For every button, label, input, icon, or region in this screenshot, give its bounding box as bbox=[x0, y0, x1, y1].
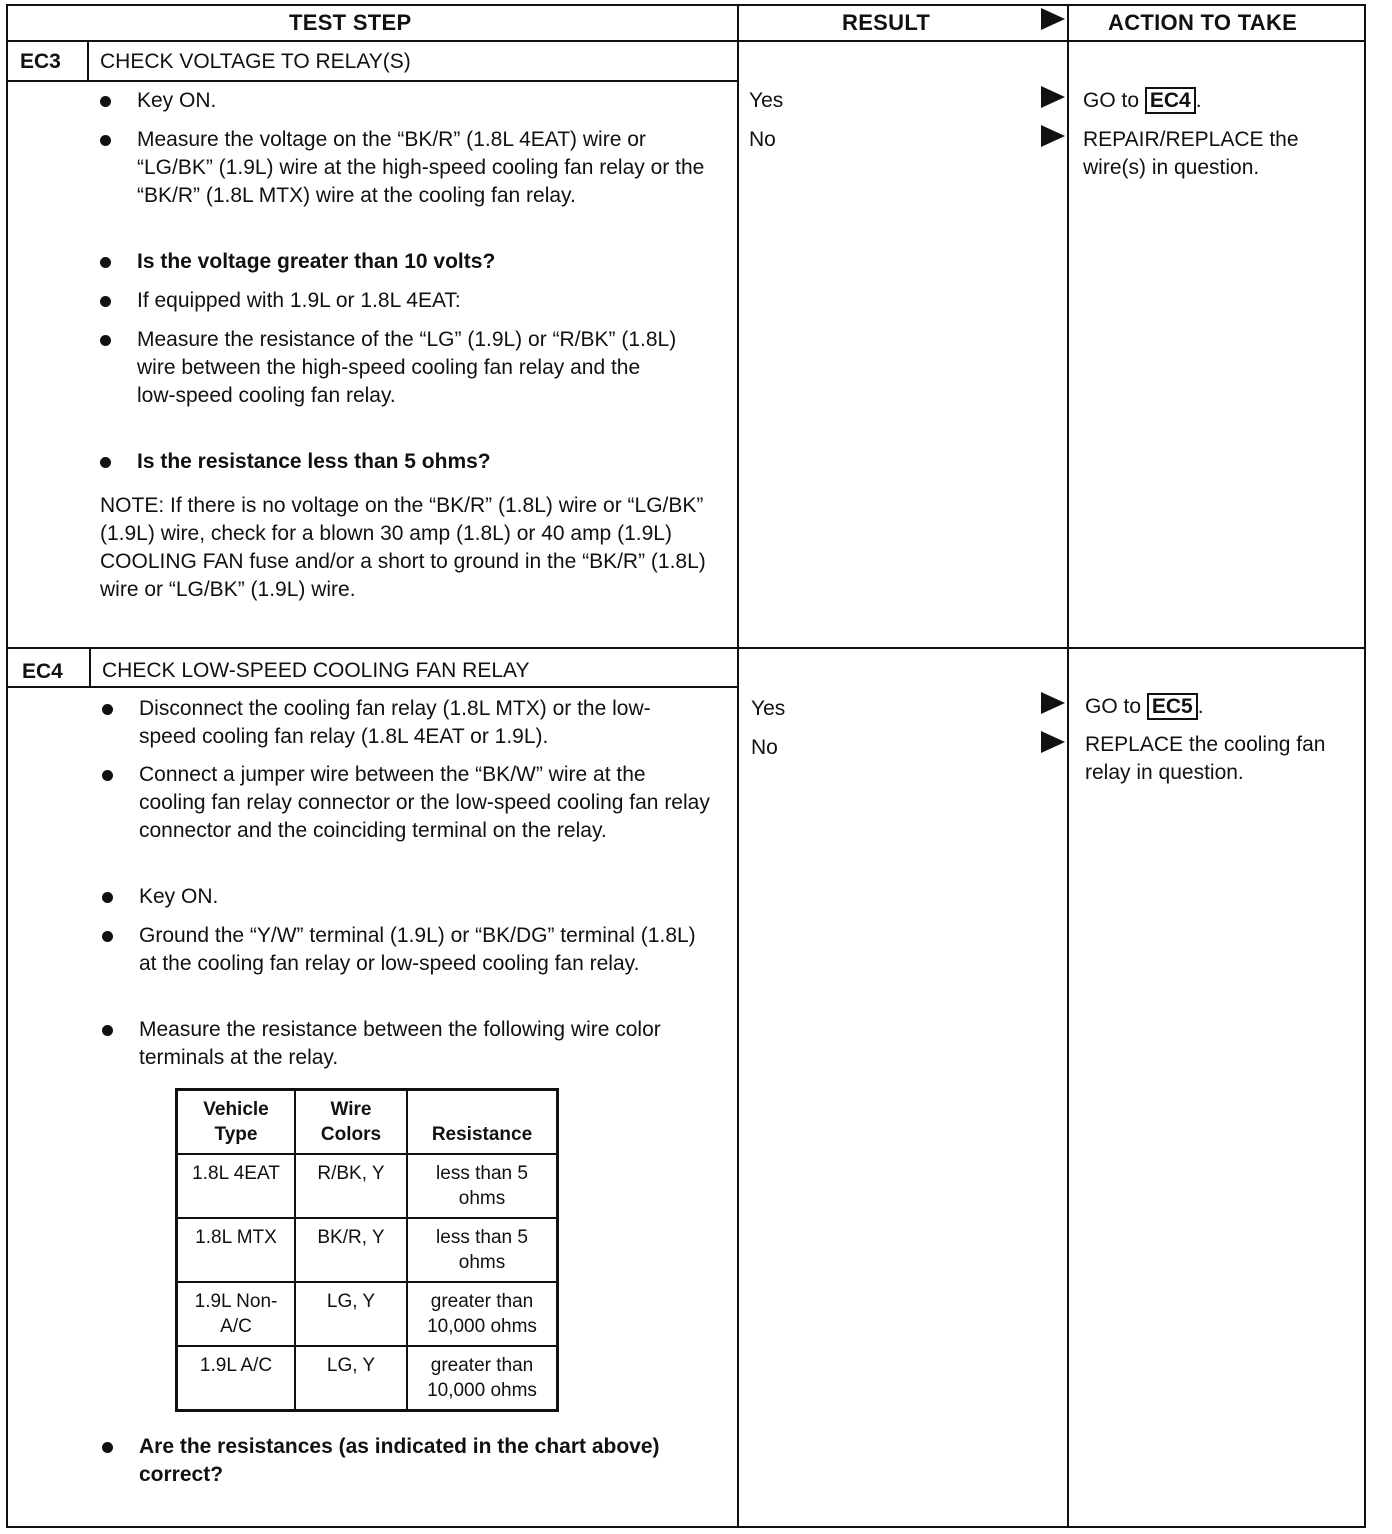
table-header-row bbox=[177, 1090, 558, 1155]
bullet-icon bbox=[100, 335, 111, 346]
resistance-table bbox=[175, 1088, 559, 1412]
ec4-title: CHECK LOW-SPEED COOLING FAN RELAY bbox=[102, 659, 530, 682]
table-cell: 1.9L A/C bbox=[177, 1346, 296, 1411]
ec3-step-6: Is the resistance less than 5 ohms? bbox=[137, 450, 491, 473]
table-cell: BK/R, Y bbox=[295, 1218, 407, 1282]
section-divider bbox=[6, 647, 1366, 649]
table-cell: LG, Y bbox=[295, 1282, 407, 1346]
ec3-action-yes bbox=[1083, 87, 1202, 115]
ec3-step-1: Key ON. bbox=[137, 89, 217, 112]
ec3-step-5: Measure the resistance of the “LG” (1.9L) or “R/BK” (1.8L) wire between the high-speed cooling fan relay and the low-speed cooling fan relay. bbox=[137, 328, 677, 407]
ec4-result-yes: Yes bbox=[751, 697, 786, 720]
bullet-icon bbox=[100, 135, 111, 146]
bullet-icon bbox=[102, 931, 113, 942]
table-cell: 1.9L Non-A/C bbox=[177, 1282, 296, 1346]
table-header-cell: Resistance bbox=[407, 1090, 558, 1155]
ec4-code-divider bbox=[89, 647, 91, 688]
table-row bbox=[177, 1154, 558, 1218]
header-arrow-icon bbox=[1041, 8, 1065, 30]
ec3-step-4: If equipped with 1.9L or 1.8L 4EAT: bbox=[137, 289, 461, 312]
ec4-step-3: Key ON. bbox=[139, 885, 219, 908]
table-cell: R/BK, Y bbox=[295, 1154, 407, 1218]
ec4-action-yes-prefix: GO to bbox=[1085, 695, 1142, 718]
bullet-icon bbox=[100, 296, 111, 307]
ec3-note: NOTE: If there is no voltage on the “BK/R” (1.8L) wire or “LG/BK” (1.9L) wire, check for a blown 30 amp (1.8L) or 40 amp (1.9L) COOLING FAN fuse and/or a short to ground in the “BK/R” (1.8L) wire or “LG/BK” (1.9L) wire. bbox=[100, 494, 706, 601]
ec4-step-2: Connect a jumper wire between the “BK/W” wire at the cooling fan relay connector or the low-speed cooling fan relay connector and the coinciding terminal on the relay. bbox=[139, 763, 710, 842]
ec3-action-yes-suffix: . bbox=[1195, 89, 1202, 112]
bullet-icon bbox=[100, 96, 111, 107]
header-action: ACTION TO TAKE bbox=[1108, 10, 1298, 35]
ec3-no-arrow-icon bbox=[1041, 125, 1065, 147]
bullet-icon bbox=[102, 704, 113, 715]
table-cell: greater than 10,000 ohms bbox=[407, 1282, 558, 1346]
table-cell: LG, Y bbox=[295, 1346, 407, 1411]
bullet-icon bbox=[102, 770, 113, 781]
ec4-action-no: REPLACE the cooling fan relay in question. bbox=[1085, 733, 1326, 784]
table-row bbox=[177, 1346, 558, 1411]
table-row bbox=[177, 1218, 558, 1282]
table-cell: greater than 10,000 ohms bbox=[407, 1346, 558, 1411]
ec4-no-arrow-icon bbox=[1041, 731, 1065, 753]
header-test-step: TEST STEP bbox=[289, 10, 412, 35]
ec3-goto-ref[interactable]: EC4 bbox=[1145, 87, 1196, 114]
column-divider-action bbox=[1067, 4, 1069, 1528]
table-header-cell: Wire Colors bbox=[295, 1090, 407, 1155]
ec3-title: CHECK VOLTAGE TO RELAY(S) bbox=[100, 50, 411, 73]
ec4-title-underline bbox=[6, 686, 738, 688]
bullet-icon bbox=[102, 1025, 113, 1036]
table-cell: 1.8L MTX bbox=[177, 1218, 296, 1282]
header-divider bbox=[6, 40, 1366, 42]
ec3-action-yes-prefix: GO to bbox=[1083, 89, 1140, 112]
ec3-result-no: No bbox=[749, 128, 776, 151]
ec3-yes-arrow-icon bbox=[1041, 86, 1065, 108]
header-result: RESULT bbox=[842, 10, 931, 35]
table-header-cell: Vehicle Type bbox=[177, 1090, 296, 1155]
ec4-result-no: No bbox=[751, 736, 778, 759]
border-top bbox=[6, 4, 1366, 6]
ec4-yes-arrow-icon bbox=[1041, 692, 1065, 714]
bullet-icon bbox=[100, 457, 111, 468]
ec3-title-underline bbox=[6, 80, 738, 82]
ec3-action-no: REPAIR/REPLACE the wire(s) in question. bbox=[1083, 128, 1299, 179]
border-bottom bbox=[6, 1526, 1366, 1528]
table-cell: less than 5 ohms bbox=[407, 1154, 558, 1218]
bullet-icon bbox=[102, 892, 113, 903]
ec3-code: EC3 bbox=[20, 50, 61, 73]
table-cell: 1.8L 4EAT bbox=[177, 1154, 296, 1218]
ec3-result-yes: Yes bbox=[749, 89, 784, 112]
ec4-step-5: Measure the resistance between the following wire color terminals at the relay. bbox=[139, 1018, 661, 1069]
ec4-code: EC4 bbox=[22, 660, 63, 683]
ec4-step-4: Ground the “Y/W” terminal (1.9L) or “BK/DG” terminal (1.8L) at the cooling fan relay or low-speed cooling fan relay. bbox=[139, 924, 696, 975]
table-cell: less than 5 ohms bbox=[407, 1218, 558, 1282]
ec3-step-2: Measure the voltage on the “BK/R” (1.8L 4EAT) wire or “LG/BK” (1.9L) wire at the high-speed cooling fan relay or the “BK/R” (1.8L MTX) wire at the cooling fan relay. bbox=[137, 128, 705, 207]
table-row bbox=[177, 1282, 558, 1346]
ec4-action-yes bbox=[1085, 693, 1204, 721]
column-divider-result bbox=[737, 4, 739, 1528]
bullet-icon bbox=[100, 257, 111, 268]
ec4-step-1: Disconnect the cooling fan relay (1.8L MTX) or the low-speed cooling fan relay (1.8L 4EAT or 1.9L). bbox=[139, 697, 651, 748]
border-right bbox=[1364, 4, 1366, 1528]
ec4-goto-ref[interactable]: EC5 bbox=[1147, 693, 1198, 720]
bullet-icon bbox=[102, 1442, 113, 1453]
ec4-step-6: Are the resistances (as indicated in the chart above) correct? bbox=[139, 1435, 660, 1486]
ec3-code-divider bbox=[87, 40, 89, 82]
ec3-step-3: Is the voltage greater than 10 volts? bbox=[137, 250, 496, 273]
ec4-action-yes-suffix: . bbox=[1197, 695, 1204, 718]
border-left bbox=[6, 4, 8, 1528]
